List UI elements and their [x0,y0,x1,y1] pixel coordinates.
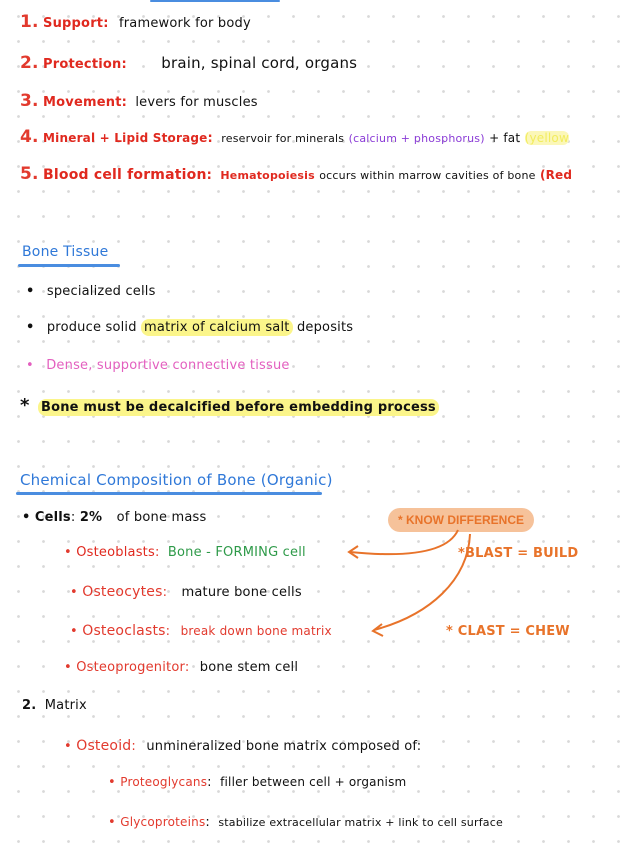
bone-tissue-item [26,284,156,299]
component-row [108,775,406,790]
function-number: 4. [20,127,39,147]
component-sep: : [205,815,210,830]
component-label: Glycoproteins [120,815,206,829]
cell-type-text: mature bone cells [181,585,302,600]
bullet: • [22,510,31,525]
osteoid-label: Osteoid [76,738,132,754]
component-text: stabilize extracellular matrix + link to cell surface [218,816,503,829]
function-text: brain, spinal cord, organs [161,54,358,72]
matrix-number: 2. [22,698,37,713]
asterisk-bullet: * [20,395,30,416]
function-sep: : [207,131,213,146]
function-text-hematopoiesis: Hematopoiesis [220,169,315,182]
bullet: • [26,358,34,373]
cells-row [22,510,206,525]
cell-type-label: Osteoclasts [82,623,166,639]
item-text: deposits [296,320,354,335]
function-number: 5. [20,164,39,184]
know-difference-badge: * KNOW DIFFERENCE [388,508,534,532]
cell-type-text: bone stem cell [199,660,299,675]
function-text-minerals: (calcium + phosphorus) [348,132,485,145]
cell-type-sep: : [165,624,171,639]
cell-type-label: Osteocytes [82,584,163,600]
item-text: Dense, supportive connective tissue [46,358,290,373]
section-heading-bone-tissue: Bone Tissue [22,244,109,260]
function-sep: : [121,57,127,72]
osteoid-sep: : [131,739,136,754]
function-row-support [20,12,251,32]
bone-tissue-item [26,358,290,373]
function-row-movement [20,91,258,111]
bullet: • [70,585,78,600]
function-sep: : [206,168,213,183]
function-text-yellow: (yellow [524,131,569,145]
arrow-to-osteoclasts [374,534,470,630]
cell-type-text: break down bone matrix [180,624,332,638]
bullet: • [70,624,78,639]
function-text-fat: + fat [489,131,521,145]
function-number: 3. [20,91,39,111]
blast-note: *BLAST = BUILD [458,546,579,561]
function-label: Movement [43,95,122,110]
bullet: • [64,660,72,675]
bullet: • [64,545,72,560]
cell-type-sep: : [162,585,168,600]
osteoid-text: unmineralized bone matrix composed of: [146,739,422,754]
heading-underline [16,492,322,495]
bullet: • [64,739,72,754]
bone-tissue-item [26,320,353,335]
matrix-row [22,698,87,713]
osteoid-row [64,738,421,754]
function-text-red: (Red [539,168,573,182]
function-text: reservoir for minerals [221,132,345,145]
cell-type-row [64,660,298,675]
cell-type-row [70,584,302,600]
cells-pct: 2% [79,510,103,525]
section-heading-chemical: Chemical Composition of Bone (Organic) [20,471,333,489]
function-sep: : [121,95,128,110]
arrow-to-osteoblasts [350,530,458,554]
function-number: 2. [20,53,39,73]
item-text: produce solid [46,320,137,335]
highlighted-text: matrix of calcium salt [141,319,293,336]
cell-type-sep: : [184,660,190,675]
component-sep: : [207,775,212,790]
clast-note: * CLAST = CHEW [446,624,570,639]
heading-underline [18,264,120,267]
function-row-storage [20,127,569,147]
cell-type-text: Bone - FORMING cell [167,545,306,560]
function-label: Protection [43,57,122,72]
component-row [108,815,503,830]
function-text: levers for muscles [135,95,258,110]
bullet: • [26,284,35,299]
function-text: occurs within marrow cavities of bone [319,169,536,182]
function-number: 1. [20,12,39,32]
function-row-blood [20,164,572,184]
bullet: • [108,815,116,830]
component-text: filler between cell + organism [220,775,407,789]
cell-type-label: Osteoblasts [76,545,155,560]
cells-sep: : [70,510,76,525]
function-row-protection [20,53,357,73]
arrow-head-osteoclasts [373,624,383,636]
arrow-head-osteoblasts [349,546,358,558]
bullet: • [108,775,116,790]
cell-type-label: Osteoprogenitor [76,660,185,675]
item-text: specialized cells [46,284,156,299]
function-sep: : [103,16,109,31]
component-label: Proteoglycans [120,775,208,789]
function-label: Mineral + Lipid Storage [43,131,208,145]
bullet: • [26,320,35,335]
cells-label: Cells [34,510,71,525]
matrix-label: Matrix [44,698,87,713]
function-text: framework for body [118,16,251,31]
cell-type-sep: : [154,545,160,560]
cells-text: of bone mass [116,510,207,525]
cell-type-row [64,545,306,560]
function-label: Blood cell formation [43,167,207,183]
function-label: Support [43,16,104,31]
highlighted-text: Bone must be decalcified before embedding process [38,399,439,416]
cell-type-row [70,623,332,639]
top-underline [150,0,280,2]
bone-tissue-item [20,395,439,416]
